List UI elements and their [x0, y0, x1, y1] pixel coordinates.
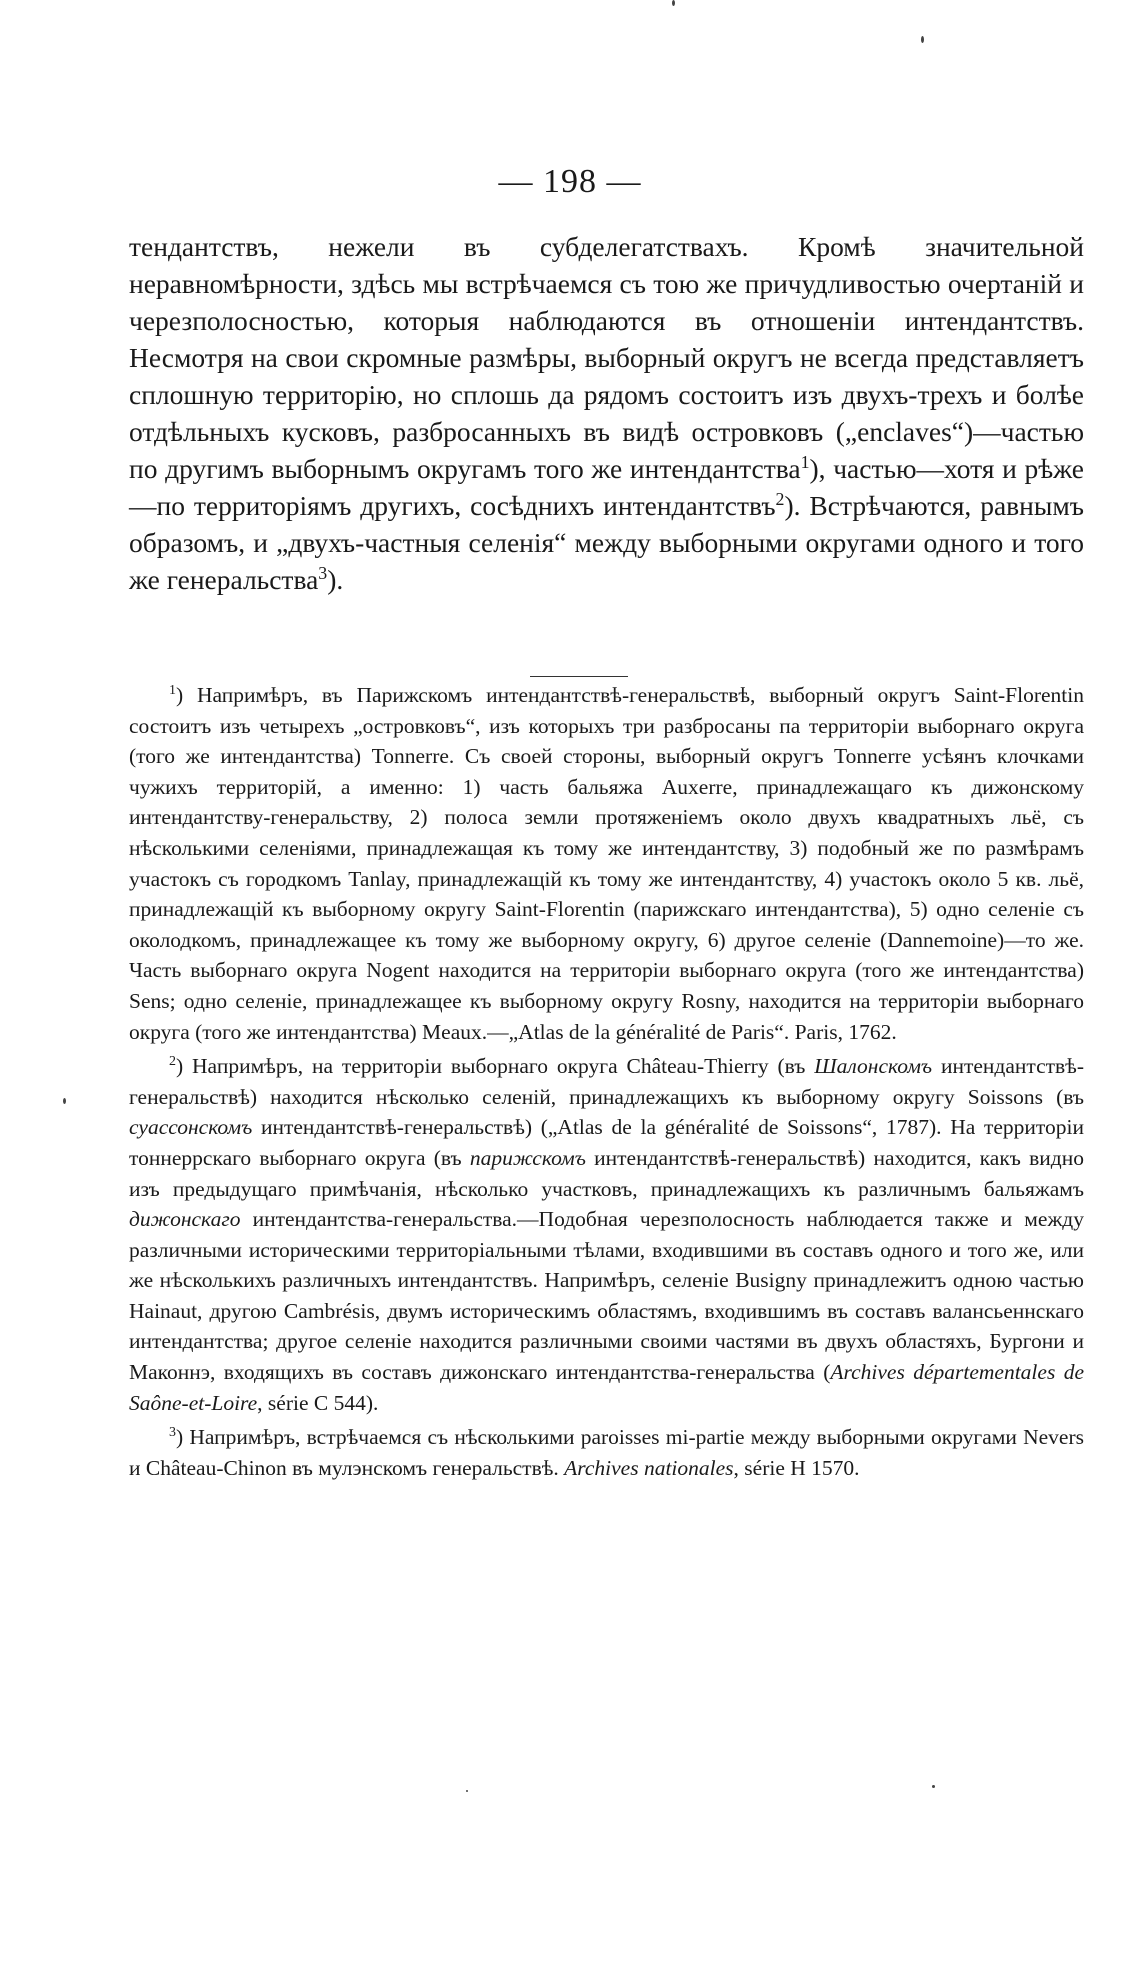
- footnote-italic: парижскомъ: [469, 1145, 586, 1170]
- footnote-2: [129, 1051, 1084, 1418]
- footnote-mark: 2: [169, 1053, 176, 1069]
- print-speck: [466, 1790, 468, 1792]
- print-speck: [63, 1098, 66, 1104]
- footnote-mark: 1: [169, 682, 176, 698]
- footnote-separator: [530, 676, 628, 677]
- footnote-text: интендантствѣ-генеральствѣ) находится, какъ видно изъ предыдущаго примѣчанія, нѣсколько участковъ, принадлежащихъ къ различнымъ бальяжамъ: [129, 1145, 1084, 1201]
- footnote-text: ) Напримѣръ, встрѣчаемся съ нѣсколькими paroisses mi-partie между выборными округами Nevers и Château-Chinon въ мулэнскомъ генеральствѣ.: [129, 1425, 1084, 1480]
- footnote-text: интендантствѣ-генеральствѣ) („Atlas de la généralité de Soissons“, 1787). На территоріи тоннеррскаго выборнаго округа (въ: [129, 1115, 1084, 1170]
- main-paragraph: [129, 228, 1084, 598]
- footnote-italic: суассонскомъ: [129, 1115, 253, 1140]
- main-text-part: ). Встрѣчаются, равнымъ образомъ, и „двухъ-частныя селенія“ между выборными округами одного и того же генеральства: [129, 490, 1084, 595]
- print-speck: [672, 0, 675, 6]
- main-text-part: ), частью—хотя и рѣже—по территоріямъ другихъ, сосѣднихъ интендантствъ: [129, 453, 1085, 521]
- footnote-italic: дижонскаго: [129, 1207, 241, 1232]
- page-number: — 198 —: [498, 163, 642, 200]
- footnote-text: интендантствѣ-генеральствѣ) находится нѣсколько селеній, принадлежащихъ къ выборному округу Soissons (въ: [129, 1054, 1084, 1109]
- main-text-part: тендантствъ, нежели въ субделегатствахъ. Кромѣ значительной неравномѣрности, здѣсь мы встрѣчаемся съ тою же причудливостью очертаній и черезполосностью, которыя наблюдаются въ отношеніи интендантствъ. Несмотря на свои скромные размѣры, выборный округъ не всегда представляетъ сплошную территорію, но сплошь да рядомъ состоитъ изъ двухъ-трехъ и болѣе отдѣльныхъ кусковъ, разбросанныхъ въ видѣ островковъ („enclaves“)—частью по другимъ выборнымъ округамъ того же интендантства: [129, 231, 1084, 484]
- footnote-text: , série H 1570.: [733, 1455, 860, 1480]
- footnote-italic: Archives départementales de Saône-et-Loire: [129, 1360, 1084, 1415]
- footnote-ref: 2: [775, 488, 785, 509]
- print-speck: [921, 36, 924, 43]
- footnote-text: ) Напримѣръ, на территоріи выборнаго округа Château-Thierry (въ: [175, 1054, 815, 1079]
- footnotes: [129, 680, 1084, 1487]
- footnote-ref: 1: [800, 451, 810, 472]
- footnote-text: , série C 544).: [257, 1390, 379, 1415]
- footnote-italic: Шалонскомъ: [814, 1054, 933, 1079]
- footnote-text: ) Напримѣръ, въ Парижскомъ интендантствѣ-генеральствѣ, выборный округъ Saint-Florentin состоитъ изъ четырехъ „островковъ“, изъ которыхъ три разбросаны па территоріи выборнаго округа (того же интендантства) Tonnerre. Съ своей стороны, выборный округъ Tonnerre усѣянъ клочками чужихъ территорій, а именно: 1) часть бальяжа Auxerre, принадлежащаго къ дижонскому интендантству-генеральству, 2) полоса земли протяженіемъ около двухъ квадратныхъ льё, съ нѣсколькими селеніями, принадлежащая къ тому же интендантству, 3) подобный же по размѣрамъ участокъ съ городкомъ Tanlay, принадлежащій къ тому же интендантству, 4) участокъ около 5 кв. льё, принадлежащій къ выборному округу Saint-Florentin (парижскаго интендантства), 5) одно селеніе съ околодкомъ, принадлежащее къ тому же выборному округу, 6) другое селеніе (Dannemoine)—то же. Часть выборнаго округа Nogent находится на территоріи выборнаго округа (того же интендантства) Sens; одно селеніе, принадлежащее къ выборному округу Rosny, находится на территоріи выборнаго округа (того же интендантства) Meaux.—„Atlas de la généralité de Paris“. Paris, 1762.: [129, 683, 1084, 1044]
- footnote-ref: 3: [318, 562, 328, 583]
- footnote-mark: 3: [169, 1425, 176, 1441]
- footnote-1: [129, 680, 1084, 1047]
- footnote-3: [129, 1422, 1084, 1483]
- print-speck: [932, 1785, 935, 1788]
- footnote-italic: Archives nationales: [564, 1455, 734, 1480]
- footnote-text: интендантства-генеральства.—Подобная черезполосность наблюдается также и между различными историческими территоріальными тѣлами, входившими въ составъ одного и того же, или же нѣсколькихъ различныхъ интендантствъ. Напримѣръ, селеніе Busigny принадлежитъ одною частью Hainaut, другою Cambrésis, двумъ историческимъ областямъ, входившимъ въ составъ валансьеннскаго интендантства; другое селеніе находится различными своими частями въ двухъ областяхъ, Бургони и Маконнэ, входящихъ въ составъ дижонскаго интендантства-генеральства (: [129, 1207, 1084, 1385]
- main-text-part: ).: [327, 564, 344, 595]
